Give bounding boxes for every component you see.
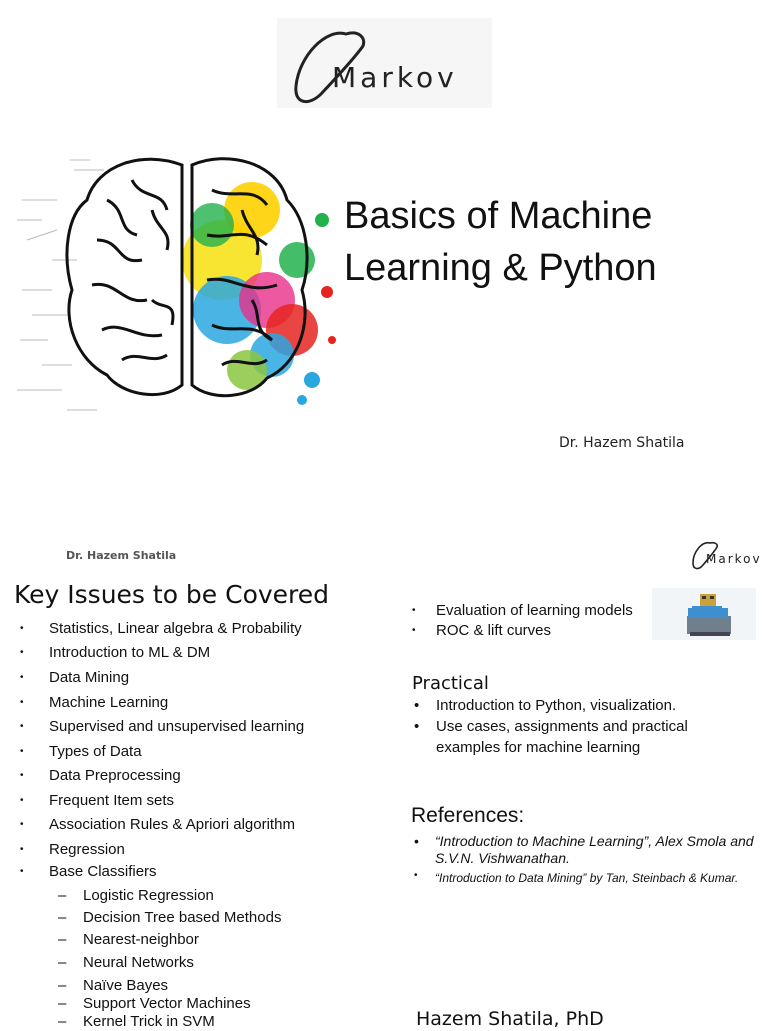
small-logo-text: Markov	[706, 552, 762, 566]
logo-text: Markov	[332, 61, 458, 94]
bottom-author-name: Hazem Shatila, PhD	[416, 1008, 604, 1030]
cover-title-line1: Basics of Machine	[344, 195, 653, 237]
cover-title-line2: Learning & Python	[344, 247, 657, 289]
slide-title: Key Issues to be Covered	[14, 580, 330, 609]
cover-author: Dr. Hazem Shatila	[559, 435, 685, 451]
brain-illustration	[12, 140, 342, 430]
references-title: References:	[411, 804, 525, 827]
slide-header-author: Dr. Hazem Shatila	[66, 549, 177, 562]
cover-title	[344, 190, 754, 294]
practical-title: Practical	[412, 673, 489, 694]
markov-logo	[277, 18, 492, 108]
robot-illustration	[652, 588, 756, 640]
